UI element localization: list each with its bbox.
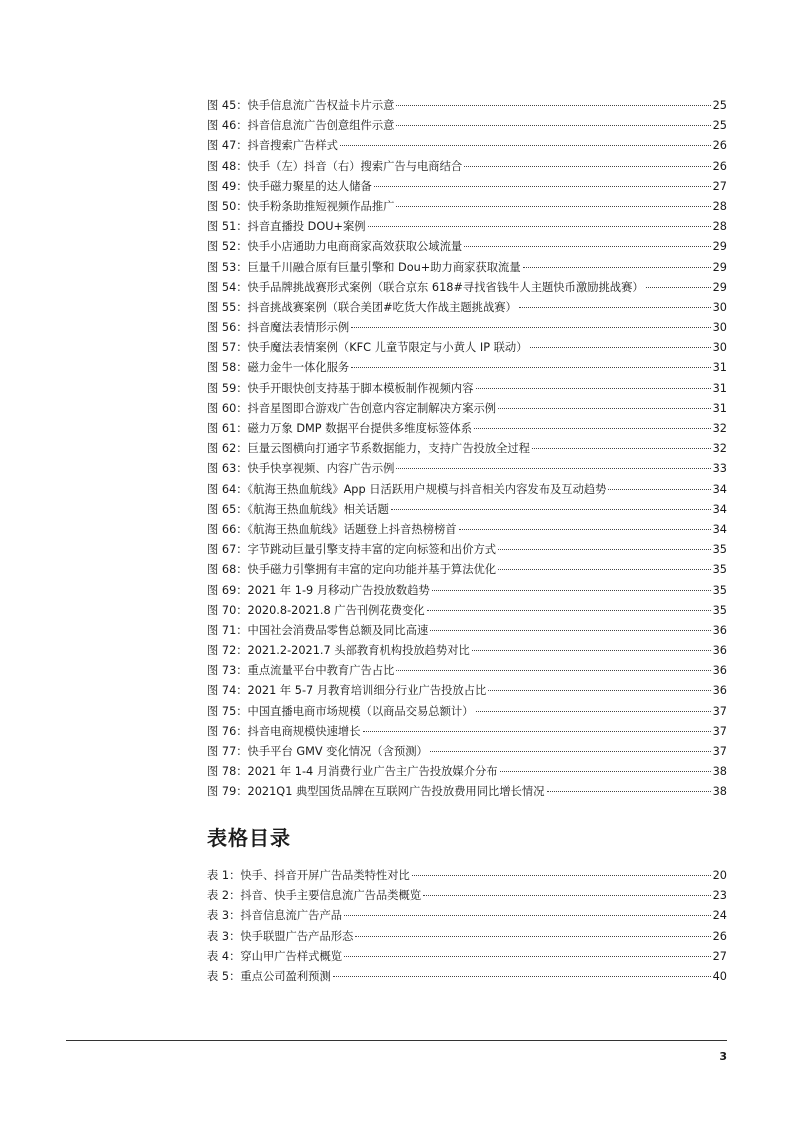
figure-entry[interactable] bbox=[207, 722, 727, 742]
figure-entry[interactable] bbox=[207, 782, 727, 802]
entry-title: 图 54：快手品牌挑战赛形式案例（联合京东 618#寻找省钱牛人主题快币激励挑战赛） bbox=[207, 280, 644, 294]
entry-title: 图 69：2021 年 1-9 月移动广告投放数趋势 bbox=[207, 583, 430, 597]
entry-title: 图 51：抖音直播投 DOU+案例 bbox=[207, 220, 366, 234]
entry-page-number: 35 bbox=[712, 543, 727, 557]
figure-entry[interactable] bbox=[207, 278, 727, 298]
figure-entry[interactable] bbox=[207, 581, 727, 601]
dot-leader bbox=[432, 590, 711, 591]
dot-leader bbox=[646, 287, 711, 288]
entry-title: 图 55：抖音挑战赛案例（联合美团#吃货大作战主题挑战赛） bbox=[207, 300, 517, 314]
figure-entry[interactable] bbox=[207, 540, 727, 560]
figure-entry[interactable] bbox=[207, 136, 727, 156]
dot-leader bbox=[459, 529, 711, 530]
dot-leader bbox=[474, 428, 711, 429]
entry-title: 图 73：重点流量平台中教育广告占比 bbox=[207, 664, 395, 678]
dot-leader bbox=[351, 327, 710, 328]
figure-entry[interactable] bbox=[207, 560, 727, 580]
entry-page-number: 36 bbox=[712, 623, 727, 637]
entry-title: 表 1：快手、抖音开屏广告品类特性对比 bbox=[207, 869, 410, 882]
dot-leader bbox=[344, 915, 711, 916]
entry-title: 图 52：快手小店通助力电商商家高效获取公域流量 bbox=[207, 240, 463, 254]
entry-page-number: 37 bbox=[712, 724, 727, 738]
entry-page-number: 32 bbox=[712, 442, 727, 456]
entry-page-number: 29 bbox=[712, 280, 727, 294]
figure-entry[interactable] bbox=[207, 157, 727, 177]
entry-title: 图 63：快手快享视频、内容广告示例 bbox=[207, 462, 395, 476]
figure-entry[interactable] bbox=[207, 681, 727, 701]
entry-page-number: 23 bbox=[712, 889, 727, 903]
figure-entry[interactable] bbox=[207, 500, 727, 520]
entry-title: 图 59：快手开眼快创支持基于脚本模板制作视频内容 bbox=[207, 381, 474, 395]
figure-entry[interactable] bbox=[207, 661, 727, 681]
entry-page-number: 34 bbox=[712, 482, 727, 496]
entry-title: 图 50：快手粉条助推短视频作品推广 bbox=[207, 199, 395, 213]
figure-entry[interactable] bbox=[207, 177, 727, 197]
entry-page-number: 27 bbox=[712, 949, 727, 963]
dot-leader bbox=[500, 771, 711, 772]
entry-page-number: 26 bbox=[712, 159, 727, 173]
entry-page-number: 26 bbox=[712, 929, 727, 943]
entry-title: 图 57：快手魔法表情案例（KFC 儿童节限定与小黄人 IP 联动） bbox=[207, 341, 528, 355]
page-number: 3 bbox=[719, 1050, 727, 1063]
dot-leader bbox=[412, 875, 711, 876]
entry-title: 图 76：抖音电商规模快速增长 bbox=[207, 724, 361, 738]
figure-entry[interactable] bbox=[207, 419, 727, 439]
entry-page-number: 30 bbox=[712, 300, 727, 314]
dot-leader bbox=[608, 489, 710, 490]
entry-title: 图 74：2021 年 5-7 月教育培训细分行业广告投放占比 bbox=[207, 684, 487, 698]
entry-title: 图 77：快手平台 GMV 变化情况（含预测） bbox=[207, 745, 428, 758]
entry-page-number: 35 bbox=[712, 583, 727, 597]
dot-leader bbox=[344, 956, 711, 957]
entry-title: 表 4：穿山甲广告样式概览 bbox=[207, 949, 343, 963]
entry-page-number: 32 bbox=[712, 422, 727, 435]
table-entry[interactable] bbox=[207, 866, 727, 886]
dot-leader bbox=[355, 936, 710, 937]
entry-page-number: 28 bbox=[712, 220, 727, 234]
figure-entry[interactable] bbox=[207, 480, 727, 500]
figure-entry[interactable] bbox=[207, 298, 727, 318]
entry-title: 表 5：重点公司盈利预测 bbox=[207, 969, 331, 983]
entry-page-number: 37 bbox=[712, 745, 727, 758]
dot-leader bbox=[368, 226, 711, 227]
entry-page-number: 30 bbox=[712, 321, 727, 335]
figure-entry[interactable] bbox=[207, 237, 727, 257]
dot-leader bbox=[498, 569, 711, 570]
entry-page-number: 34 bbox=[712, 502, 727, 516]
dot-leader bbox=[519, 307, 711, 308]
dot-leader bbox=[396, 105, 710, 106]
entry-page-number: 35 bbox=[712, 563, 727, 577]
entry-page-number: 20 bbox=[712, 869, 727, 882]
entry-page-number: 31 bbox=[712, 401, 727, 415]
dot-leader bbox=[351, 367, 710, 368]
entry-title: 图 56：抖音魔法表情形示例 bbox=[207, 321, 350, 335]
entry-title: 表 2：抖音、快手主要信息流广告品类概览 bbox=[207, 889, 422, 903]
entry-title: 图 67：字节跳动巨量引擎支持丰富的定向标签和出价方式 bbox=[207, 543, 497, 557]
entry-title: 图 68：快手磁力引擎拥有丰富的定向功能并基于算法优化 bbox=[207, 563, 497, 577]
entry-title: 图 61：磁力万象 DMP 数据平台提供多维度标签体系 bbox=[207, 422, 473, 435]
entry-page-number: 25 bbox=[712, 99, 727, 112]
entry-title: 图 53：巨量千川融合原有巨量引擎和 Dou+助力商家获取流量 bbox=[207, 260, 521, 274]
dot-leader bbox=[488, 690, 710, 691]
footer-divider bbox=[66, 1040, 727, 1041]
table-entry[interactable] bbox=[207, 947, 727, 967]
figure-entry[interactable] bbox=[207, 197, 727, 217]
entry-title: 图 65：《航海王热血航线》相关话题 bbox=[207, 502, 389, 516]
entry-title: 图 46：抖音信息流广告创意组件示意 bbox=[207, 119, 395, 133]
dot-leader bbox=[396, 206, 710, 207]
entry-title: 图 48：快手（左）抖音（右）搜索广告与电商结合 bbox=[207, 159, 463, 173]
entry-page-number: 36 bbox=[712, 664, 727, 678]
dot-leader bbox=[530, 347, 711, 348]
table-entry[interactable] bbox=[207, 967, 727, 987]
dot-leader bbox=[427, 610, 711, 611]
entry-page-number: 29 bbox=[712, 240, 727, 254]
entry-page-number: 26 bbox=[712, 139, 727, 153]
entry-title: 图 60：抖音星图即合游戏广告创意内容定制解决方案示例 bbox=[207, 401, 497, 415]
entry-title: 图 64：《航海王热血航线》App 日活跃用户规模与抖音相关内容发布及互动趋势 bbox=[207, 482, 607, 496]
entry-page-number: 35 bbox=[712, 603, 727, 617]
entry-page-number: 24 bbox=[712, 909, 727, 923]
entry-page-number: 33 bbox=[712, 462, 727, 476]
figure-entry[interactable] bbox=[207, 641, 727, 661]
dot-leader bbox=[498, 408, 711, 409]
dot-leader bbox=[396, 670, 710, 671]
entry-page-number: 28 bbox=[712, 199, 727, 213]
table-entry[interactable] bbox=[207, 906, 727, 926]
figure-entry[interactable] bbox=[207, 116, 727, 136]
entry-title: 表 3：抖音信息流广告产品 bbox=[207, 909, 343, 923]
entry-title: 表 3：快手联盟广告产品形态 bbox=[207, 929, 354, 943]
dot-leader bbox=[396, 125, 710, 126]
dot-leader bbox=[430, 630, 710, 631]
entry-page-number: 36 bbox=[712, 644, 727, 658]
figure-entry[interactable] bbox=[207, 358, 727, 378]
entry-page-number: 38 bbox=[712, 785, 727, 799]
entry-title: 图 71：中国社会消费品零售总额及同比高速 bbox=[207, 623, 429, 637]
figure-entry[interactable] bbox=[207, 520, 727, 540]
dot-leader bbox=[532, 448, 711, 449]
entry-title: 图 79：2021Q1 典型国货品牌在互联网广告投放费用同比增长情况 bbox=[207, 785, 545, 799]
figure-entry[interactable] bbox=[207, 702, 727, 722]
figure-entry[interactable] bbox=[207, 338, 727, 358]
figure-entry[interactable] bbox=[207, 258, 727, 278]
table-list bbox=[207, 866, 727, 987]
figure-entry[interactable] bbox=[207, 379, 727, 399]
table-entry[interactable] bbox=[207, 927, 727, 947]
entry-title: 图 70：2020.8-2021.8 广告刊例花费变化 bbox=[207, 603, 425, 617]
entry-page-number: 31 bbox=[712, 381, 727, 395]
dot-leader bbox=[430, 751, 711, 752]
dot-leader bbox=[472, 650, 711, 651]
dot-leader bbox=[464, 246, 710, 247]
dot-leader bbox=[363, 731, 711, 732]
figure-entry[interactable] bbox=[207, 439, 727, 459]
figure-list bbox=[207, 96, 727, 803]
entry-title: 图 62：巨量云图横向打通字节系数据能力，支持广告投放全过程 bbox=[207, 442, 530, 456]
entry-page-number: 31 bbox=[712, 361, 727, 375]
entry-title: 图 72：2021.2-2021.7 头部教育机构投放趋势对比 bbox=[207, 644, 470, 658]
entry-title: 图 58：磁力金牛一体化服务 bbox=[207, 361, 350, 375]
entry-page-number: 40 bbox=[712, 969, 727, 983]
entry-title: 图 78：2021 年 1-4 月消费行业广告主广告投放媒介分布 bbox=[207, 765, 498, 779]
dot-leader bbox=[498, 549, 711, 550]
entry-title: 图 49：快手磁力聚星的达人储备 bbox=[207, 179, 372, 193]
figure-entry[interactable] bbox=[207, 399, 727, 419]
figure-entry[interactable] bbox=[207, 762, 727, 782]
entry-title: 图 45：快手信息流广告权益卡片示意 bbox=[207, 99, 395, 112]
figure-entry[interactable] bbox=[207, 318, 727, 338]
tables-heading: 表格目录 bbox=[207, 826, 291, 850]
figure-entry[interactable] bbox=[207, 742, 727, 762]
dot-leader bbox=[333, 976, 711, 977]
entry-title: 图 75：中国直播电商市场规模（以商品交易总额计） bbox=[207, 704, 474, 718]
entry-title: 图 66：《航海王热血航线》话题登上抖音热榜榜首 bbox=[207, 522, 457, 536]
figure-entry[interactable] bbox=[207, 217, 727, 237]
entry-page-number: 37 bbox=[712, 704, 727, 718]
entry-page-number: 27 bbox=[712, 179, 727, 193]
table-entry[interactable] bbox=[207, 886, 727, 906]
figure-entry[interactable] bbox=[207, 459, 727, 479]
dot-leader bbox=[464, 166, 710, 167]
figure-entry[interactable] bbox=[207, 96, 727, 116]
dot-leader bbox=[547, 791, 711, 792]
entry-title: 图 47：抖音搜索广告样式 bbox=[207, 139, 338, 153]
figure-entry[interactable] bbox=[207, 601, 727, 621]
entry-page-number: 29 bbox=[712, 260, 727, 274]
dot-leader bbox=[340, 145, 711, 146]
dot-leader bbox=[391, 509, 711, 510]
entry-page-number: 36 bbox=[712, 684, 727, 698]
figure-entry[interactable] bbox=[207, 621, 727, 641]
dot-leader bbox=[396, 468, 710, 469]
dot-leader bbox=[374, 186, 711, 187]
entry-page-number: 38 bbox=[712, 765, 727, 779]
dot-leader bbox=[476, 711, 711, 712]
entry-page-number: 34 bbox=[712, 522, 727, 536]
entry-page-number: 25 bbox=[712, 119, 727, 133]
dot-leader bbox=[476, 388, 711, 389]
dot-leader bbox=[423, 895, 711, 896]
dot-leader bbox=[523, 267, 711, 268]
entry-page-number: 30 bbox=[712, 341, 727, 355]
